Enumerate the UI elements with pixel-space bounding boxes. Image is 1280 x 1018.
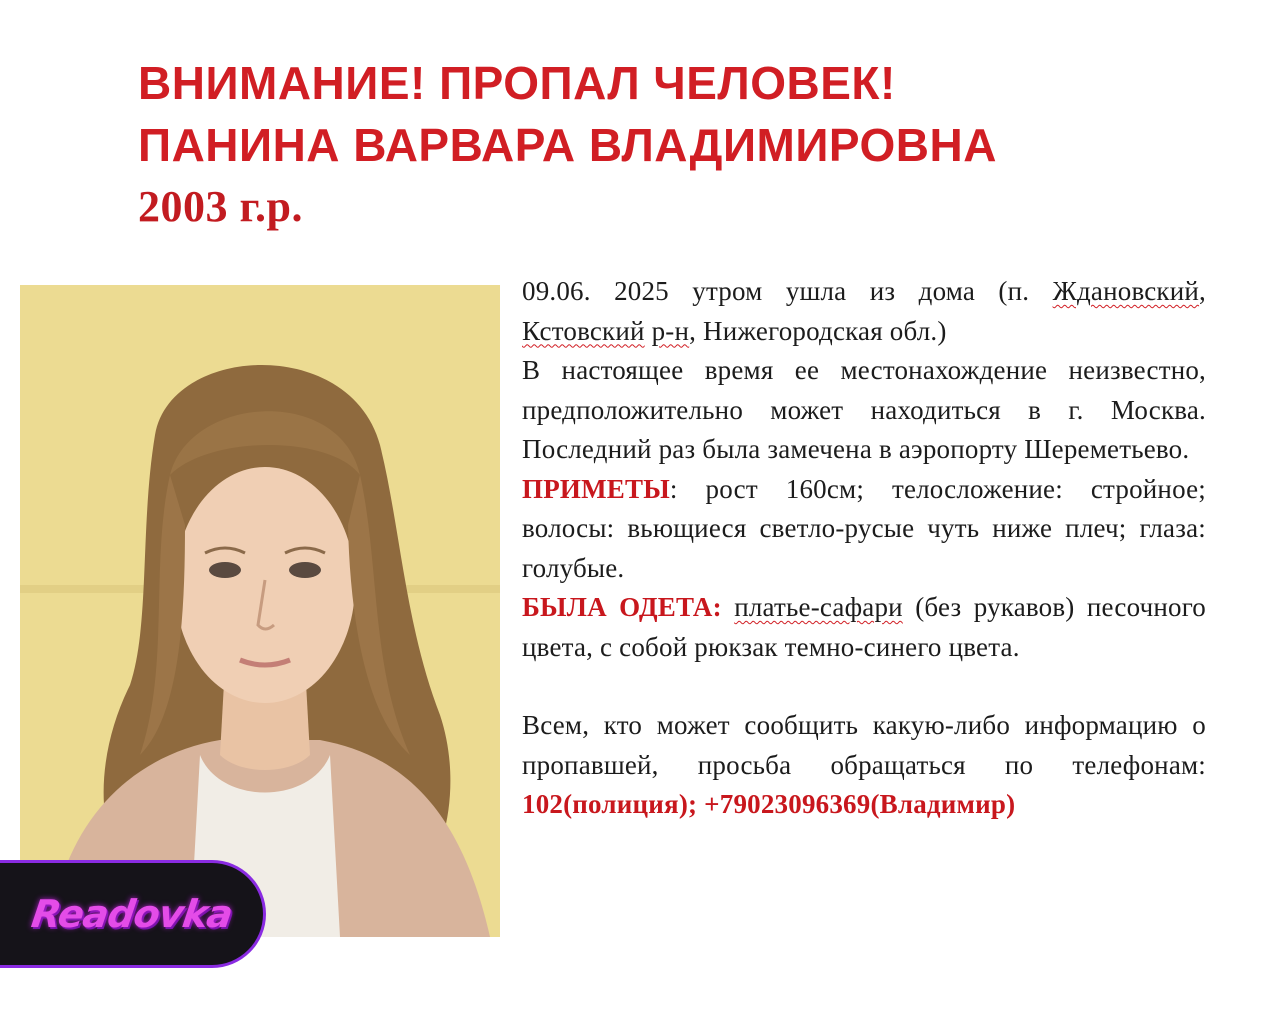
portrait-illustration (20, 285, 500, 937)
signs-label: ПРИМЕТЫ (522, 473, 670, 504)
logo-text: Readovka (28, 892, 235, 936)
departure-paragraph (522, 272, 1206, 351)
district-name: Кстовский (522, 315, 645, 346)
missing-person-photo (20, 285, 500, 937)
separator-text (645, 316, 652, 346)
notice-header (138, 52, 1218, 238)
region-text: , Нижегородская обл.) (689, 315, 947, 346)
separator-text: , (1199, 276, 1206, 306)
separator-text (722, 592, 734, 622)
readovka-logo (0, 860, 266, 968)
clothes-text: (без рукавов) песочного цвета, с собой рюкзак темно-синего цвета. (522, 592, 1207, 662)
header-title: ВНИМАНИЕ! ПРОПАЛ ЧЕЛОВЕК! (138, 57, 896, 109)
contact-phone: +79023096369(Владимир) (704, 789, 1016, 819)
signs-paragraph (522, 470, 1206, 589)
location-paragraph: В настоящее время ее местонахождение неизвестно, предположительно может находиться в г. Москва. Последний раз была замечена в аэропорту Шереметьево. (522, 355, 1206, 464)
police-phone: 102(полиция); (522, 789, 698, 819)
clothes-dress: платье-сафари (734, 592, 903, 622)
notice-details (522, 272, 1206, 825)
clothes-paragraph (522, 588, 1206, 667)
header-birth-year: 2003 г.р. (138, 182, 303, 231)
paragraph-spacer (522, 667, 1206, 706)
departure-text: 09.06. 2025 утром ушла из дома (п. (522, 276, 1053, 306)
contact-text: Всем, кто может сообщить какую-либо информацию о пропавшей, просьба обращаться по телефонам: (522, 710, 1206, 780)
signs-text: : рост 160см; телосложение: стройное; волосы: вьющиеся светло-русые чуть ниже плеч; глаза: голубые. (522, 473, 1206, 583)
district-abbrev: р-н (651, 315, 690, 346)
clothes-label: БЫЛА ОДЕТА: (522, 592, 722, 622)
settlement-name: Ждановский (1052, 276, 1200, 306)
contact-paragraph (522, 706, 1206, 825)
header-name: ПАНИНА ВАРВАРА ВЛАДИМИРОВНА (138, 119, 997, 171)
